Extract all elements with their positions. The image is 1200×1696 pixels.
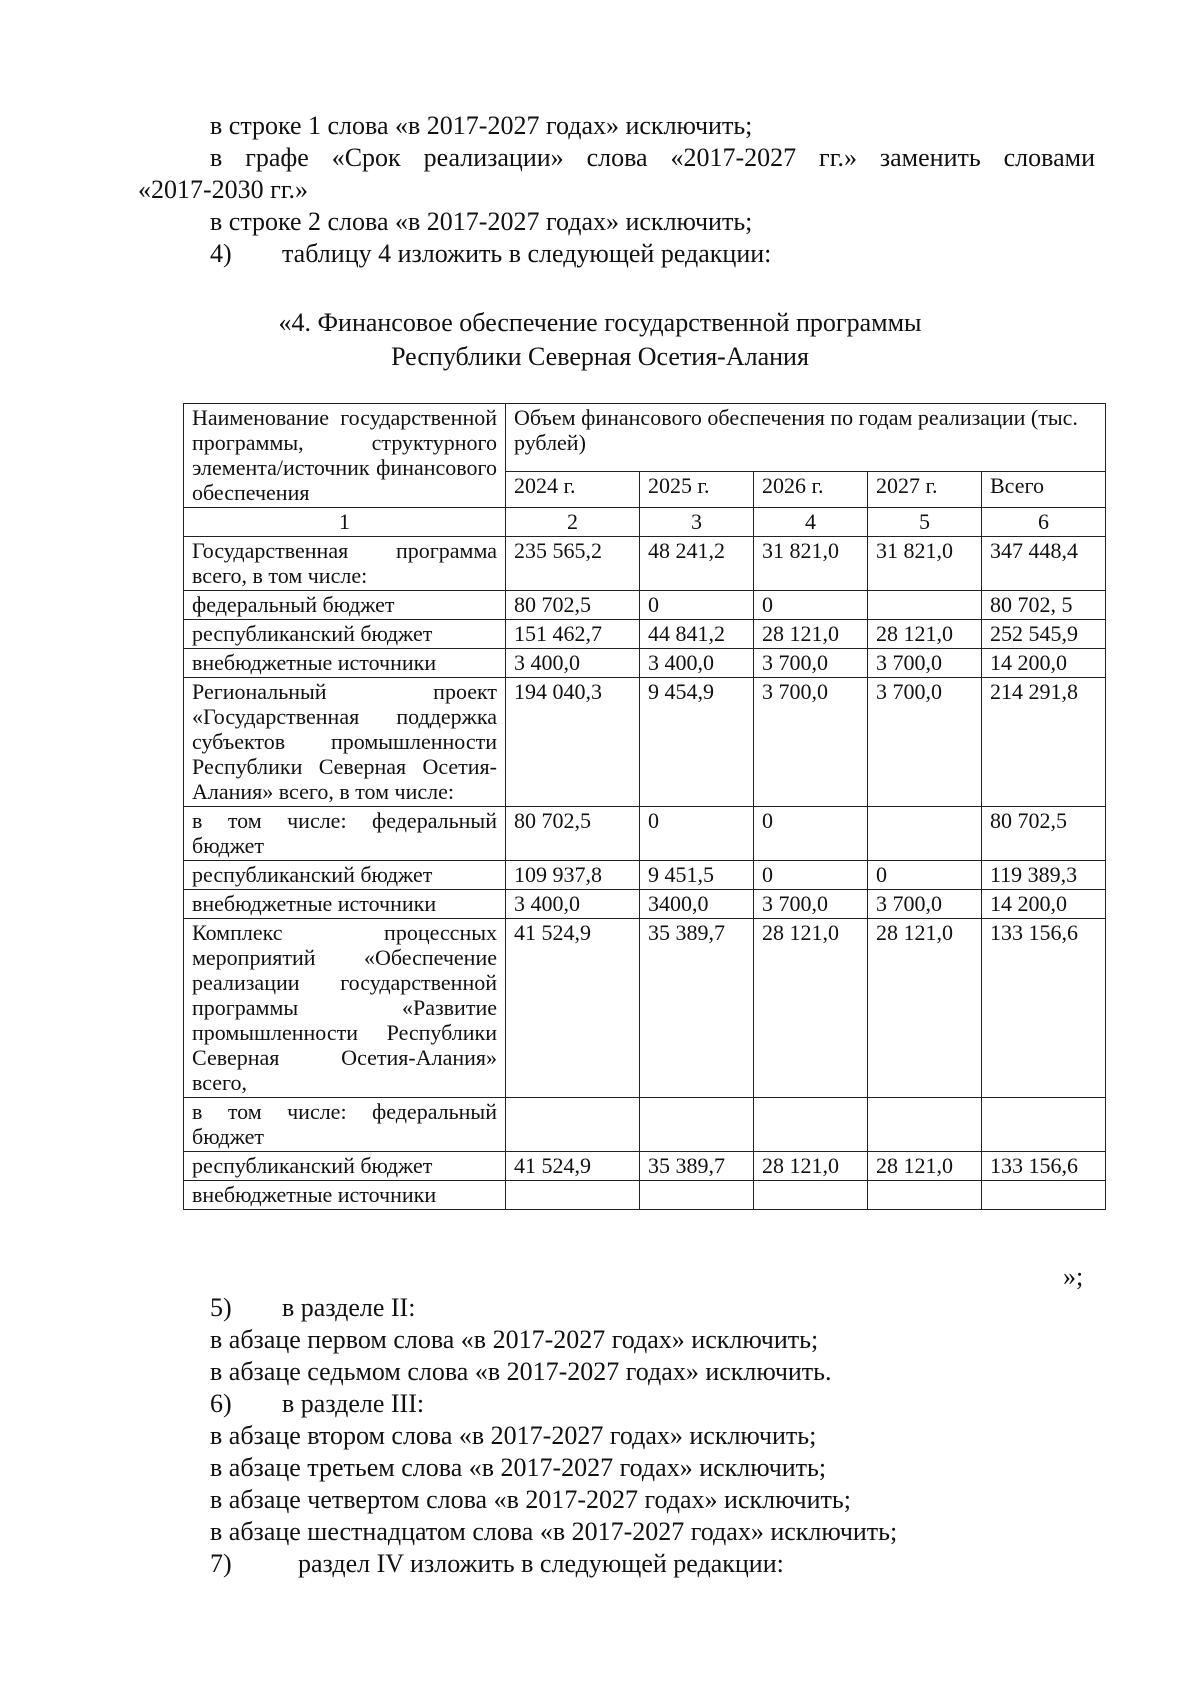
header-year: 2027 г. [868,471,982,507]
table-body [184,537,1106,1210]
item-5-line: в абзаце седьмом слова «в 2017-2027 годах» исключить. [210,1357,832,1386]
row-name: внебюджетные источники [184,649,506,678]
row-value: 3 700,0 [868,678,982,807]
row-value: 9 451,5 [640,861,754,890]
item-6-text: в разделе III: [282,1389,425,1418]
row-value [982,1181,1106,1210]
row-value: 3 700,0 [754,649,868,678]
row-value: 28 121,0 [754,919,868,1098]
row-value: 3 400,0 [640,649,754,678]
row-name: Государственная программа всего, в том числе: [184,537,506,591]
item-5 [210,1292,415,1324]
row-value [640,1098,754,1152]
row-value: 119 389,3 [982,861,1106,890]
item-5-line: в абзаце первом слова «в 2017-2027 годах» исключить; [210,1325,819,1354]
header-year: 2024 г. [506,471,640,507]
row-name: внебюджетные источники [184,1181,506,1210]
row-value: 151 462,7 [506,620,640,649]
row-value: 3400,0 [640,890,754,919]
column-number: 6 [982,508,1106,537]
header-volume: Объем финансового обеспечения по годам реализации (тыс. рублей) [506,404,1106,472]
column-number: 5 [868,508,982,537]
row-value: 3 700,0 [754,890,868,919]
row-value: 0 [640,807,754,861]
table-row [184,807,1106,861]
row-value: 0 [754,807,868,861]
row-value: 80 702, 5 [982,591,1106,620]
row-value: 80 702,5 [506,807,640,861]
row-value: 28 121,0 [868,620,982,649]
row-value [754,1098,868,1152]
row-value: 14 200,0 [982,649,1106,678]
row-value: 80 702,5 [506,591,640,620]
row-value: 35 389,7 [640,1152,754,1181]
item-7-number: 7) [210,1549,232,1578]
table-row [184,620,1106,649]
row-value: 214 291,8 [982,678,1106,807]
header-year: 2025 г. [640,471,754,507]
row-name: республиканский бюджет [184,861,506,890]
row-name: внебюджетные источники [184,890,506,919]
financing-table [183,403,1106,1210]
header-year: 2026 г. [754,471,868,507]
row-value [868,591,982,620]
row-value: 28 121,0 [754,1152,868,1181]
row-value: 133 156,6 [982,1152,1106,1181]
row-value: 35 389,7 [640,919,754,1098]
table-row [184,861,1106,890]
table-row [184,591,1106,620]
row-value: 0 [754,861,868,890]
row-name: в том числе: федеральный бюджет [184,807,506,861]
column-number: 4 [754,508,868,537]
table-row [184,678,1106,807]
item-7 [210,1548,784,1580]
item-5-text: в разделе II: [282,1293,416,1322]
item-6-number: 6) [210,1389,232,1418]
table-row [184,1152,1106,1181]
row-value [868,1181,982,1210]
header-name: Наименование государственной программы, структурного элемента/источник финансового обеспечения [184,404,506,508]
column-number: 2 [506,508,640,537]
row-value: 3 400,0 [506,890,640,919]
table-row [184,1098,1106,1152]
item-6-line: в абзаце четвертом слова «в 2017-2027 годах» исключить; [210,1485,851,1514]
row-value: 252 545,9 [982,620,1106,649]
row-value: 48 241,2 [640,537,754,591]
row-value: 133 156,6 [982,919,1106,1098]
row-value [506,1181,640,1210]
table-row [184,649,1106,678]
item-6-line: в абзаце шестнадцатом слова «в 2017-2027 годах» исключить; [210,1517,898,1546]
item-5-number: 5) [210,1293,232,1322]
row-name: Региональный проект «Государственная поддержка субъектов промышленности Республики Северная Осетия-Алания» всего, в том числе: [184,678,506,807]
row-value: 235 565,2 [506,537,640,591]
row-value: 347 448,4 [982,537,1106,591]
row-value [640,1181,754,1210]
intro-line-2: в графе «Срок реализации» слова «2017-2027 гг.» заменить словами [210,143,1095,172]
header-total: Всего [982,471,1106,507]
table-row [184,1181,1106,1210]
row-value [754,1181,868,1210]
item-7-text: раздел IV изложить в следующей редакции: [298,1549,784,1578]
row-value: 28 121,0 [868,1152,982,1181]
row-value: 80 702,5 [982,807,1106,861]
item-4 [210,238,771,270]
row-value: 9 454,9 [640,678,754,807]
row-name: республиканский бюджет [184,620,506,649]
row-value: 0 [868,861,982,890]
column-number: 1 [184,508,506,537]
row-value: 0 [640,591,754,620]
row-name: в том числе: федеральный бюджет [184,1098,506,1152]
row-value: 0 [754,591,868,620]
item-6-line: в абзаце третьем слова «в 2017-2027 годах» исключить; [210,1453,827,1482]
row-name: республиканский бюджет [184,1152,506,1181]
intro-line-3: «2017-2030 гг.» [138,175,309,204]
row-value: 3 400,0 [506,649,640,678]
item-6 [210,1388,424,1420]
row-value: 3 700,0 [868,890,982,919]
row-value: 3 700,0 [754,678,868,807]
closing-quote: »; [1063,1262,1084,1291]
row-value [868,807,982,861]
row-value: 28 121,0 [868,919,982,1098]
table-title-line-1: «4. Финансовое обеспечение государственной программы [278,308,922,337]
row-value: 41 524,9 [506,1152,640,1181]
row-value: 41 524,9 [506,919,640,1098]
row-value: 31 821,0 [868,537,982,591]
item-6-line: в абзаце втором слова «в 2017-2027 годах» исключить; [210,1421,817,1450]
column-number: 3 [640,508,754,537]
row-value: 3 700,0 [868,649,982,678]
item-4-text: таблицу 4 изложить в следующей редакции: [282,239,772,268]
row-value: 31 821,0 [754,537,868,591]
row-value [982,1098,1106,1152]
item-4-number: 4) [210,239,232,268]
row-value: 109 937,8 [506,861,640,890]
row-value: 44 841,2 [640,620,754,649]
table-row [184,537,1106,591]
row-value: 14 200,0 [982,890,1106,919]
row-value [506,1098,640,1152]
row-value: 194 040,3 [506,678,640,807]
row-name: Комплекс процессных мероприятий «Обеспечение реализации государственной программы «Развитие промышленности Республики Северная Осетия-Алания» всего, [184,919,506,1098]
table-row [184,890,1106,919]
row-name: федеральный бюджет [184,591,506,620]
row-value [868,1098,982,1152]
intro-line-4: в строке 2 слова «в 2017-2027 годах» исключить; [210,207,753,236]
row-value: 28 121,0 [754,620,868,649]
table-row [184,919,1106,1098]
table-title-line-2: Республики Северная Осетия-Алания [391,342,809,371]
intro-line-1: в строке 1 слова «в 2017-2027 годах» исключить; [210,111,753,140]
